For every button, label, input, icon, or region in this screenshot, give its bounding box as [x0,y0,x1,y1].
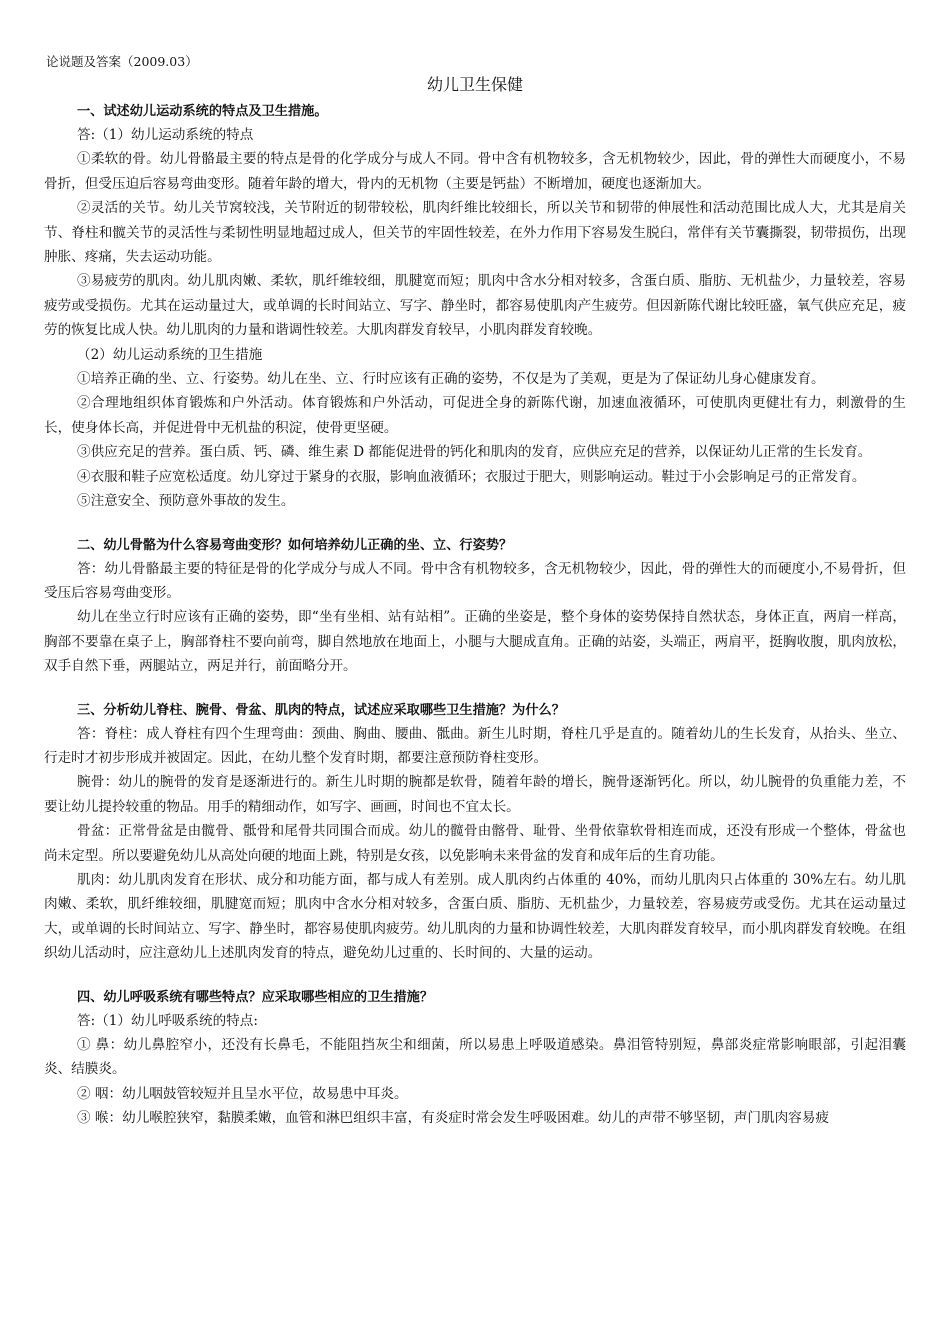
section-2 [44,534,906,679]
answer-paragraph: 答:（1）幼儿呼吸系统的特点: [77,1012,258,1029]
answer-paragraph: ① 鼻：幼儿鼻腔窄小，还没有长鼻毛，不能阻挡灰尘和细菌，所以易患上呼吸道感染。鼻泪管特别短，鼻部炎症常影响眼部，引起泪囊炎、结膜炎。 [44,1037,906,1078]
answer-paragraph: 答：幼儿骨骼最主要的特征是骨的化学成分与成人不同。骨中含有机物较多，含无机物较少，因此，骨的弹性大的而硬度小,不易骨折，但受压后容易弯曲变形。 [44,560,906,601]
answer-paragraph: 答:（1）幼儿运动系统的特点 [77,127,254,143]
section-4 [44,986,906,1131]
answer-paragraph: ①培养正确的坐、立、行姿势。幼儿在坐、立、行时应该有正确的姿势，不仅是为了美观，更是为了保证幼儿身心健康发育。 [77,371,825,388]
answer-paragraph: ⑤注意安全、预防意外事故的发生。 [77,493,295,510]
answer-paragraph: ②合理地组织体育锻炼和户外活动。体育锻炼和户外活动，可促进全身的新陈代谢，加速血液循环，可使肌肉更健壮有力，刺激骨的生长，使身体长高，并促进骨中无机盐的积淀，使骨更坚硬。 [44,395,906,436]
answer-paragraph: ①柔软的骨。幼儿骨骼最主要的特点是骨的化学成分与成人不同。骨中含有机物较多，含无机物较少，因此，骨的弹性大而硬度小，不易骨折，但受压迫后容易弯曲变形。随着年龄的增大，骨内的无机物（主要是钙盐）不断增加，硬度也逐渐加大。 [44,151,906,192]
document-title: 幼儿卫生保健 [426,75,523,94]
section-spacer [44,679,906,699]
answer-paragraph: ③易疲劳的肌肉。幼儿肌肉嫩、柔软，肌纤维较细，肌腱宽而短；肌肉中含水分相对较多，含蛋白质、脂肪、无机盐少，力量较差，容易疲劳或受损伤。尤其在运动量过大，或单调的长时间站立、写字、静坐时，都容易使肌肉产生疲劳。但因新陈代谢比较旺盛，氧气供应充足，疲劳的恢复比成人快。幼儿肌肉的力量和谐调性较差。大肌肉群发育较早，小肌肉群发育较晚。 [44,273,906,339]
answer-paragraph: （2）幼儿运动系统的卫生措施 [77,346,263,363]
answer-paragraph: ② 咽：幼儿咽鼓管较短并且呈水平位，故易患中耳炎。 [77,1085,408,1102]
section-heading: 四、幼儿呼吸系统有哪些特点？应采取哪些相应的卫生措施？ [77,989,434,1005]
answer-paragraph: 腕骨：幼儿的腕骨的发育是逐渐进行的。新生儿时期的腕都是软骨，随着年龄的增长，腕骨逐渐钙化。所以，幼儿腕骨的负重能力差，不要让幼儿提拎较重的物品。用手的精细动作，如写字、画画，时间也不宜太长。 [44,774,906,815]
answer-paragraph: 幼儿在坐立行时应该有正确的姿势，即“坐有坐相、站有站相”。正确的坐姿是，整个身体的姿势保持自然状态，身体正直，两肩一样高，胸部不要靠在桌子上，胸部脊柱不要向前弯，脚自然地放在地面上，小腿与大腿成直角。正确的站姿，头端正，两肩平，挺胸收腹，肌肉放松，双手自然下垂，两腿站立，两足并行，前面略分开。 [44,609,906,675]
answer-paragraph: 肌肉：幼儿肌肉发育在形状、成分和功能方面，都与成人有差别。成人肌肉约占体重的 40%，而幼儿肌肉只占体重的 30%左右。幼儿肌肉嫩、柔软，肌纤维较细，肌腱宽而短；肌肉中含水分相对较多，含蛋白质、脂肪、无机盐少，力量较差，容易疲劳或受伤。尤其在运动量过大，或单调的长时间站立、写字、静坐时，都容易使肌肉疲劳。幼儿肌肉的力量和协调性较差，大肌肉群发育较早，而小肌肉群发育较晚。在组织幼儿活动时，应注意幼儿上述肌肉发育的特点，避免幼儿过重的、长时间的、大量的运动。 [44,871,906,962]
section-spacer [44,966,906,986]
answer-paragraph: ④衣服和鞋子应宽松适度。幼儿穿过于紧身的衣服，影响血液循环；衣服过于肥大，则影响运动。鞋过于小会影响足弓的正常发育。 [77,468,866,485]
section-3 [44,699,906,966]
answer-paragraph: ②灵活的关节。幼儿关节窝较浅，关节附近的韧带较松，肌肉纤维比较细长，所以关节和韧带的伸展性和活动范围比成人大，尤其是肩关节、脊柱和髋关节的灵活性与柔韧性明显地超过成人，但关节的牢固性较差，在外力作用下容易发生脱臼，常伴有关节囊撕裂，韧带损伤，出现肿胀、疼痛，失去运动功能。 [44,200,906,266]
section-heading: 二、幼儿骨骼为什么容易弯曲变形？如何培养幼儿正确的坐、立、行姿势？ [77,537,513,553]
section-heading: 三、分析幼儿脊柱、腕骨、骨盆、肌肉的特点，试述应采取哪些卫生措施？为什么？ [77,702,565,718]
section-spacer [44,514,906,534]
answer-paragraph: 答：脊柱：成人脊柱有四个生理弯曲：颈曲、胸曲、腰曲、骶曲。新生儿时期，脊柱几乎是直的。随着幼儿的生长发育，从抬头、坐立、行走时才初步形成并被固定。因此，在幼儿整个发育时期，都要注意预防脊柱变形。 [44,725,906,766]
answer-paragraph: ③供应充足的营养。蛋白质、钙、磷、维生素 D 都能促进骨的钙化和肌肉的发育，应供应充足的营养，以保证幼儿正常的生长发育。 [77,444,872,461]
section-heading: 一、试述幼儿运动系统的特点及卫生措施。 [77,104,328,119]
document-header: 论说题及答案（2009.03） [46,54,198,69]
answer-paragraph: 骨盆：正常骨盆是由髋骨、骶骨和尾骨共同围合而成。幼儿的髋骨由髂骨、耻骨、坐骨依靠软骨相连而成，还没有形成一个整体，骨盆也尚未定型。所以要避免幼儿从高处向硬的地面上跳，特别是女孩，以免影响未来骨盆的发育和成年后的生育功能。 [44,823,906,864]
answer-paragraph: ③ 喉：幼儿喉腔狭窄，黏膜柔嫩，血管和淋巴组织丰富，有炎症时常会发生呼吸困难。幼儿的声带不够坚韧，声门肌肉容易疲 [77,1110,829,1127]
section-1 [44,100,906,514]
